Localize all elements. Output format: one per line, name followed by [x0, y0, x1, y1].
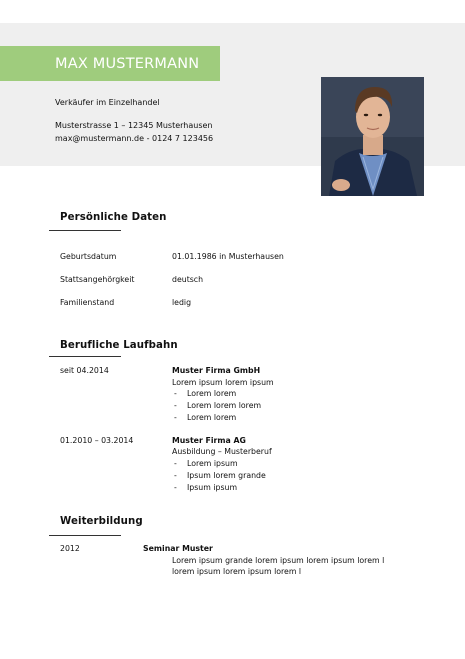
- section-divider: [49, 356, 121, 357]
- section-title-personal: Persönliche Daten: [60, 212, 167, 223]
- career-company: Muster Firma AG: [172, 436, 246, 445]
- career-bullet: Lorem ipsum: [187, 459, 238, 468]
- career-description: Ausbildung – Musterberuf: [172, 447, 272, 456]
- career-bullet: Ipsum ipsum: [187, 483, 238, 492]
- section-title-career: Berufliche Laufbahn: [60, 340, 178, 351]
- career-bullet: Ipsum lorem grande: [187, 471, 266, 480]
- career-period: 01.2010 – 03.2014: [60, 436, 134, 445]
- education-description: Lorem ipsum grande lorem ipsum lorem ipsum lorem l: [172, 556, 385, 565]
- career-period: seit 04.2014: [60, 366, 109, 375]
- bullet-dash: -: [174, 413, 177, 422]
- contact-info: max@mustermann.de - 0124 7 123456: [55, 134, 214, 143]
- section-divider: [49, 535, 121, 536]
- education-year: 2012: [60, 544, 80, 553]
- career-bullet: Lorem lorem: [187, 389, 237, 398]
- value-birthdate: 01.01.1986 in Musterhausen: [172, 252, 284, 261]
- label-nationality: Stattsangehörgkeit: [60, 275, 135, 284]
- label-birthdate: Geburtsdatum: [60, 252, 117, 261]
- career-bullet: Lorem lorem lorem: [187, 401, 262, 410]
- career-company: Muster Firma GmbH: [172, 366, 261, 375]
- education-description: lorem ipsum lorem ipsum lorem l: [172, 567, 302, 576]
- bullet-dash: -: [174, 459, 177, 468]
- bullet-dash: -: [174, 483, 177, 492]
- job-title: Verkäufer im Einzelhandel: [55, 98, 160, 107]
- section-title-education: Weiterbildung: [60, 516, 143, 527]
- label-marital-status: Familienstand: [60, 298, 115, 307]
- bullet-dash: -: [174, 471, 177, 480]
- bullet-dash: -: [174, 389, 177, 398]
- profile-photo: [321, 77, 424, 196]
- career-bullet: Lorem lorem: [187, 413, 237, 422]
- education-name: Seminar Muster: [143, 544, 213, 553]
- career-description: Lorem ipsum lorem ipsum: [172, 378, 274, 387]
- candidate-name: MAX MUSTERMANN: [55, 56, 200, 72]
- value-marital-status: ledig: [172, 298, 192, 307]
- address: Musterstrasse 1 – 12345 Musterhausen: [55, 121, 213, 130]
- value-nationality: deutsch: [172, 275, 204, 284]
- bullet-dash: -: [174, 401, 177, 410]
- section-divider: [49, 230, 121, 231]
